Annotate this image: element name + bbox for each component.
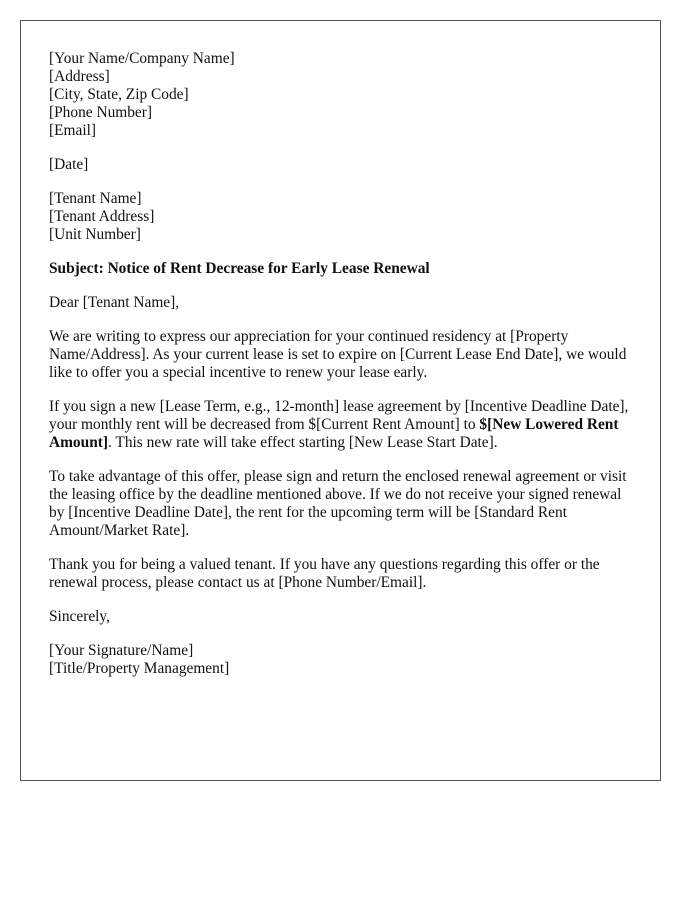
sender-name: [Your Name/Company Name] (49, 50, 235, 67)
signature-name: [Your Signature/Name] (49, 642, 194, 659)
paragraph-appreciation: We are writing to express our appreciation for your continued residency at [Property Name/Address]. As your current lease is set to expire on [Current Lease End Date], we would like to offer you a special incentive to renew your lease early. (49, 328, 627, 381)
offer-text-start: If you sign a new [Lease Term, e.g., 12-month] lease agreement by [Incentive Deadline Date], your monthly rent will be decreased from $[Current Rent Amount] to (49, 398, 629, 433)
recipient-name: [Tenant Name] (49, 190, 142, 207)
sender-email: [Email] (49, 122, 97, 139)
sender-block (49, 50, 632, 140)
offer-text-end: . This new rate will take effect starting [New Lease Start Date]. (108, 434, 498, 451)
subject-line: Subject: Notice of Rent Decrease for Early Lease Renewal (49, 260, 430, 277)
signature-block (49, 642, 632, 678)
salutation: Dear [Tenant Name], (49, 294, 180, 311)
sender-address: [Address] (49, 68, 110, 85)
new-rent-amount: $[New Lowered Rent Amount] (49, 416, 619, 451)
sender-city: [City, State, Zip Code] (49, 86, 189, 103)
recipient-address: [Tenant Address] (49, 208, 155, 225)
paragraph-thanks: Thank you for being a valued tenant. If you have any questions regarding this offer or the renewal process, please contact us at [Phone Number/Email]. (49, 556, 600, 591)
closing: Sincerely, (49, 608, 110, 625)
recipient-block (49, 190, 632, 244)
paragraph-instructions: To take advantage of this offer, please sign and return the enclosed renewal agreement or visit the leasing office by the deadline mentioned above. If we do not receive your signed renewal by [Incentive Deadline Date], the rent for the upcoming term will be [Standard Rent Amount/Market Rate]. (49, 468, 627, 539)
letter-date: [Date] (49, 156, 89, 173)
sender-phone: [Phone Number] (49, 104, 153, 121)
signature-title: [Title/Property Management] (49, 660, 230, 677)
date-block (49, 156, 632, 174)
paragraph-offer (49, 398, 632, 452)
recipient-unit: [Unit Number] (49, 226, 141, 243)
letter-document (20, 20, 661, 781)
